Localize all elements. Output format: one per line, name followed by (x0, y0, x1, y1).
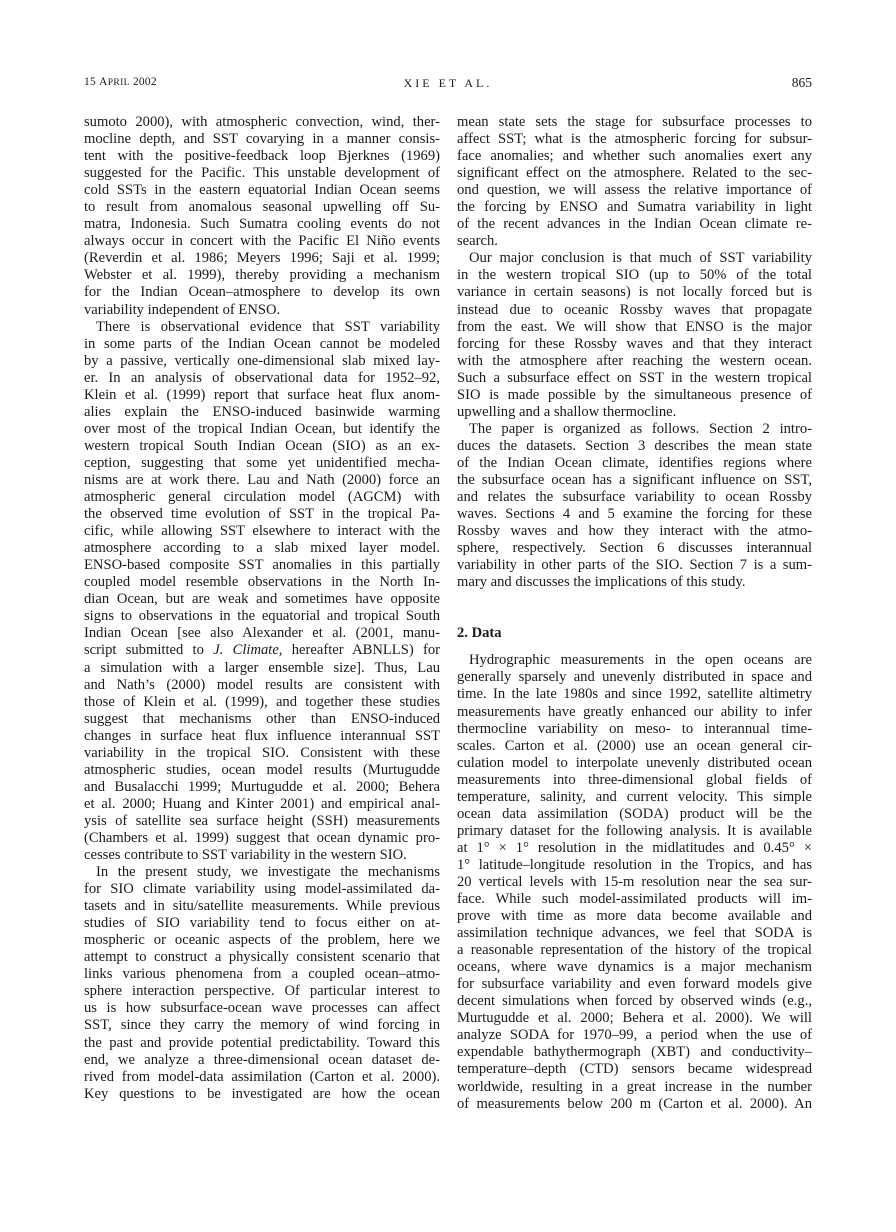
text-line: from the east. We will show that ENSO is the major (457, 318, 812, 335)
text-line: cesses contribute to SST variability in the western SIO. (84, 847, 407, 864)
text-line: prove with time as more data become available and (457, 908, 812, 925)
text-line: worldwide, resulting in a great increase in the number (457, 1078, 812, 1095)
text-line: variability in other parts of the SIO. Section 7 is a sum- (457, 557, 812, 574)
text-line: and relates the subsurface variability to ocean Rossby (457, 489, 812, 506)
paragraph-present-study (84, 864, 440, 1103)
paragraph-intro-continued (84, 114, 440, 319)
text-line: the forcing by ENSO and Sumatra variability in light (457, 199, 812, 216)
text-line: Key questions to be investigated are how the ocean (84, 1085, 440, 1102)
text-line: a simulation with a larger ensemble size]. Thus, Lau (84, 659, 440, 676)
text-line: in the western tropical SIO (up to 50% of the total (457, 267, 812, 284)
text-line: mean state sets the stage for subsurface processes to (457, 114, 812, 130)
text-line: alies explain the ENSO-induced basinwide warming (84, 403, 440, 420)
text-line: of the Indian Ocean climate, identifies regions where (457, 454, 812, 471)
text-line: end, we analyze a three-dimensional ocean dataset de- (84, 1051, 440, 1068)
text-line: at 1° × 1° resolution in the midlatitudes and 0.45° × (457, 839, 812, 856)
text-line: tent with the positive-feedback loop Bjerknes (1969) (84, 148, 440, 165)
text-line: sphere interaction perspective. Of particular interest to (84, 983, 440, 1000)
text-line: a reasonable representation of the history of the tropical (457, 942, 812, 959)
text-line: suggested for the Pacific. This unstable development of (84, 165, 440, 182)
text-line: forcing for these Rossby waves and that they interact (457, 335, 812, 352)
text-line: assimilation technique advances, we feel that SODA is (457, 925, 812, 942)
text-line: ocean data assimilation (SODA) product will be the (457, 805, 812, 822)
text-line: duces the datasets. Section 3 describes the mean state (457, 437, 812, 454)
left-column (84, 114, 440, 1103)
text-line: sphere, respectively. Section 6 discusses interannual (457, 540, 812, 557)
text-line: those of Klein et al. (1999), and together these studies (84, 693, 440, 710)
paragraph-major-conclusion (457, 250, 812, 420)
text-line: for the Indian Ocean–atmosphere to develop its own (84, 284, 440, 301)
text-line: of measurements below 200 m (Carton et al. 2000). An (457, 1095, 812, 1112)
text-line: Our major conclusion is that much of SST variability (469, 250, 812, 267)
text-line: changes in surface heat flux influence interannual SST (84, 727, 440, 744)
text-line: SST, since they carry the memory of wind forcing in (84, 1017, 440, 1034)
text-line: studies of SIO variability tend to focus either on at- (84, 915, 440, 932)
text-line: 20 vertical levels with 15-m resolution near the sea sur- (457, 873, 812, 890)
text-line: generally sparsely and unevenly distributed in space and (457, 669, 812, 686)
text-line: temperature–depth (CTD) sensors became widespread (457, 1061, 812, 1078)
text-line: for SIO climate variability using model-assimilated da- (84, 881, 440, 898)
text-line: upwelling and a shallow thermocline. (457, 403, 677, 420)
paragraph-observational-evidence (84, 319, 440, 865)
text-line: face anomalies; and whether such anomalies exert any (457, 148, 812, 165)
text-line: matra, Indonesia. Such Sumatra cooling events do not (84, 216, 440, 233)
text-line: the past and provide potential predictability. Toward this (84, 1034, 440, 1051)
text-line: mospheric or oceanic aspects of the problem, here we (84, 932, 440, 949)
text-line: cold SSTs in the eastern equatorial Indian Ocean seems (84, 182, 440, 199)
text-line: ception, suggesting that some yet unidentified mecha- (84, 454, 440, 471)
text-line: Such a subsurface effect on SST in the western tropical (457, 369, 812, 386)
text-line: mocline depth, and SST covarying in a manner consis- (84, 131, 440, 148)
text-line: expendable bathythermograph (XBT) and conductivity– (457, 1044, 812, 1061)
text-line: ysis of satellite sea surface height (SSH) measurements (84, 812, 440, 829)
text-line: to result from anomalous seasonal upwelling off Su- (84, 199, 440, 216)
text-line: measurements have greatly enhanced our ability to infer (457, 703, 812, 720)
text-line: links various phenomena from a coupled ocean–atmo- (84, 966, 440, 983)
text-line: waves. Sections 4 and 5 examine the forcing for these (457, 506, 812, 523)
text-line: There is observational evidence that SST variability (96, 318, 440, 335)
text-line: mary and discusses the implications of this study. (457, 574, 746, 591)
text-line: SIO is made possible by the simultaneous presence of (457, 386, 812, 403)
text-line: affect SST; what is the atmospheric forcing for subsur- (457, 131, 812, 148)
text-line: face. While such model-assimilated products will im- (457, 891, 812, 908)
paragraph-data-description (457, 652, 812, 1112)
text-line: significant effect on the atmosphere. Related to the sec- (457, 165, 812, 182)
text-line: cific, while allowing SST elsewhere to interact with the (84, 523, 440, 540)
text-line: nisms are at work there. Lau and Nath (2000) force an (84, 471, 440, 488)
text-line: Rossby waves and how they interact with the atmo- (457, 523, 812, 540)
page-number: 865 (791, 75, 812, 90)
text-line: search. (457, 233, 498, 250)
text-line: atmosphere according to a slab mixed layer model. (84, 540, 440, 557)
text-line: ENSO-based composite SST anomalies in this partially (84, 557, 440, 574)
text-line: (Chambers et al. 1999) suggest that ocean dynamic pro- (84, 829, 440, 846)
text-line: script submitted to J. Climate, hereafter ABNLLS) for (84, 642, 440, 659)
text-line: ond question, we will assess the relative importance of (457, 182, 812, 199)
text-line: 1° latitude–longitude resolution in the Tropics, and has (457, 856, 812, 873)
text-line: with the atmosphere after reaching the western ocean. (457, 352, 812, 369)
section-heading-data: 2. Data (457, 625, 502, 642)
text-line: Indian Ocean [see also Alexander et al. (2001, manu- (84, 625, 440, 642)
text-line: decent simulations when forced by observed winds (e.g., (457, 993, 812, 1010)
text-line: suggest that mechanisms other than ENSO-induced (84, 710, 440, 727)
text-line: Murtugudde et al. 2000; Behera et al. 2000). We will (457, 1010, 812, 1027)
text-line: er. In an analysis of observational data for 1952–92, (84, 369, 440, 386)
text-line: Hydrographic measurements in the open oceans are (469, 652, 812, 669)
text-line: oceans, where wave dynamics is a major mechanism (457, 959, 812, 976)
text-line: tasets and in situ/satellite measurements. While previous (84, 898, 440, 915)
text-line: for subsurface variability and even forward models give (457, 976, 812, 993)
text-line: scales. Carton et al. (2000) use an ocean general cir- (457, 737, 812, 754)
text-line: primary dataset for the following analysis. It is available (457, 822, 812, 839)
text-line: signs to observations in the equatorial and tropical South (84, 608, 440, 625)
text-line: and Busalacchi 1999; Murtugudde et al. 2000; Behera (84, 778, 440, 795)
text-line: and Nath’s (2000) model results are consistent with (84, 676, 440, 693)
text-line: sumoto 2000), with atmospheric convection, wind, ther- (84, 114, 440, 130)
text-line: the subsurface ocean has a significant influence on SST, (457, 471, 812, 488)
text-line: In the present study, we investigate the mechanisms (96, 864, 440, 881)
text-line: Klein et al. (1999) report that surface heat flux anom- (84, 386, 440, 403)
date-day: 15 (84, 76, 96, 88)
text-line: variance in certain seasons) is not locally forced but is (457, 284, 812, 301)
text-line: always occur in concert with the Pacific El Niño events (84, 233, 440, 250)
text-line: variability in the tropical SIO. Consistent with these (84, 744, 440, 761)
text-line: of the recent advances in the Indian Ocean climate re- (457, 216, 812, 233)
text-line: et al. 2000; Huang and Kinter 2001) and empirical anal- (84, 795, 440, 812)
text-line: instead due to oceanic Rossby waves that propagate (457, 301, 812, 318)
text-line: thermocline variability on meso- to interannual time- (457, 720, 812, 737)
text-line: variability independent of ENSO. (84, 301, 281, 318)
spacer (457, 591, 812, 625)
text-line: western tropical South Indian Ocean (SIO) as an ex- (84, 437, 440, 454)
text-line: atmospheric general circulation model (AGCM) with (84, 489, 440, 506)
text-line: us is how subsurface-ocean wave processes can affect (84, 1000, 440, 1017)
running-header (84, 76, 812, 92)
text-line: atmospheric studies, ocean model results (Murtugudde (84, 761, 440, 778)
text-line: the observed time evolution of SST in the tropical Pa- (84, 506, 440, 523)
text-line: over most of the tropical Indian Ocean, but identify the (84, 420, 440, 437)
text-line: dian Ocean, but are weak and sometimes have opposite (84, 591, 440, 608)
text-line: measurements into three-dimensional global fields of (457, 771, 812, 788)
right-column (457, 114, 812, 1113)
paragraph-organization (457, 421, 812, 591)
running-authors: XIE ET AL. (403, 76, 493, 90)
text-line: by a passive, vertically one-dimensional slab mixed lay- (84, 352, 440, 369)
text-line: Webster et al. 1999), thereby providing a mechanism (84, 267, 440, 284)
text-line: The paper is organized as follows. Section 2 intro- (469, 420, 812, 437)
text-line: temperature, salinity, and current velocity. This simple (457, 788, 812, 805)
spacer (457, 642, 812, 652)
text-line: (Reverdin et al. 1986; Meyers 1996; Saji et al. 1999; (84, 250, 440, 267)
text-line: rived from model-data assimilation (Carton et al. 2000). (84, 1068, 440, 1085)
text-line: attempt to construct a physically consistent scenario that (84, 949, 440, 966)
text-line: in some parts of the Indian Ocean cannot be modeled (84, 335, 440, 352)
text-line: time. In the late 1980s and since 1992, satellite altimetry (457, 686, 812, 703)
date-year: 2002 (132, 76, 157, 88)
text-line: coupled model resemble observations in the North In- (84, 574, 440, 591)
paragraph-key-questions-continued (457, 114, 812, 250)
date-month: APRIL (98, 76, 130, 88)
text-line: culation model to interpolate unevenly distributed ocean (457, 754, 812, 771)
text-line: analyze SODA for 1970–99, a period when the use of (457, 1027, 812, 1044)
